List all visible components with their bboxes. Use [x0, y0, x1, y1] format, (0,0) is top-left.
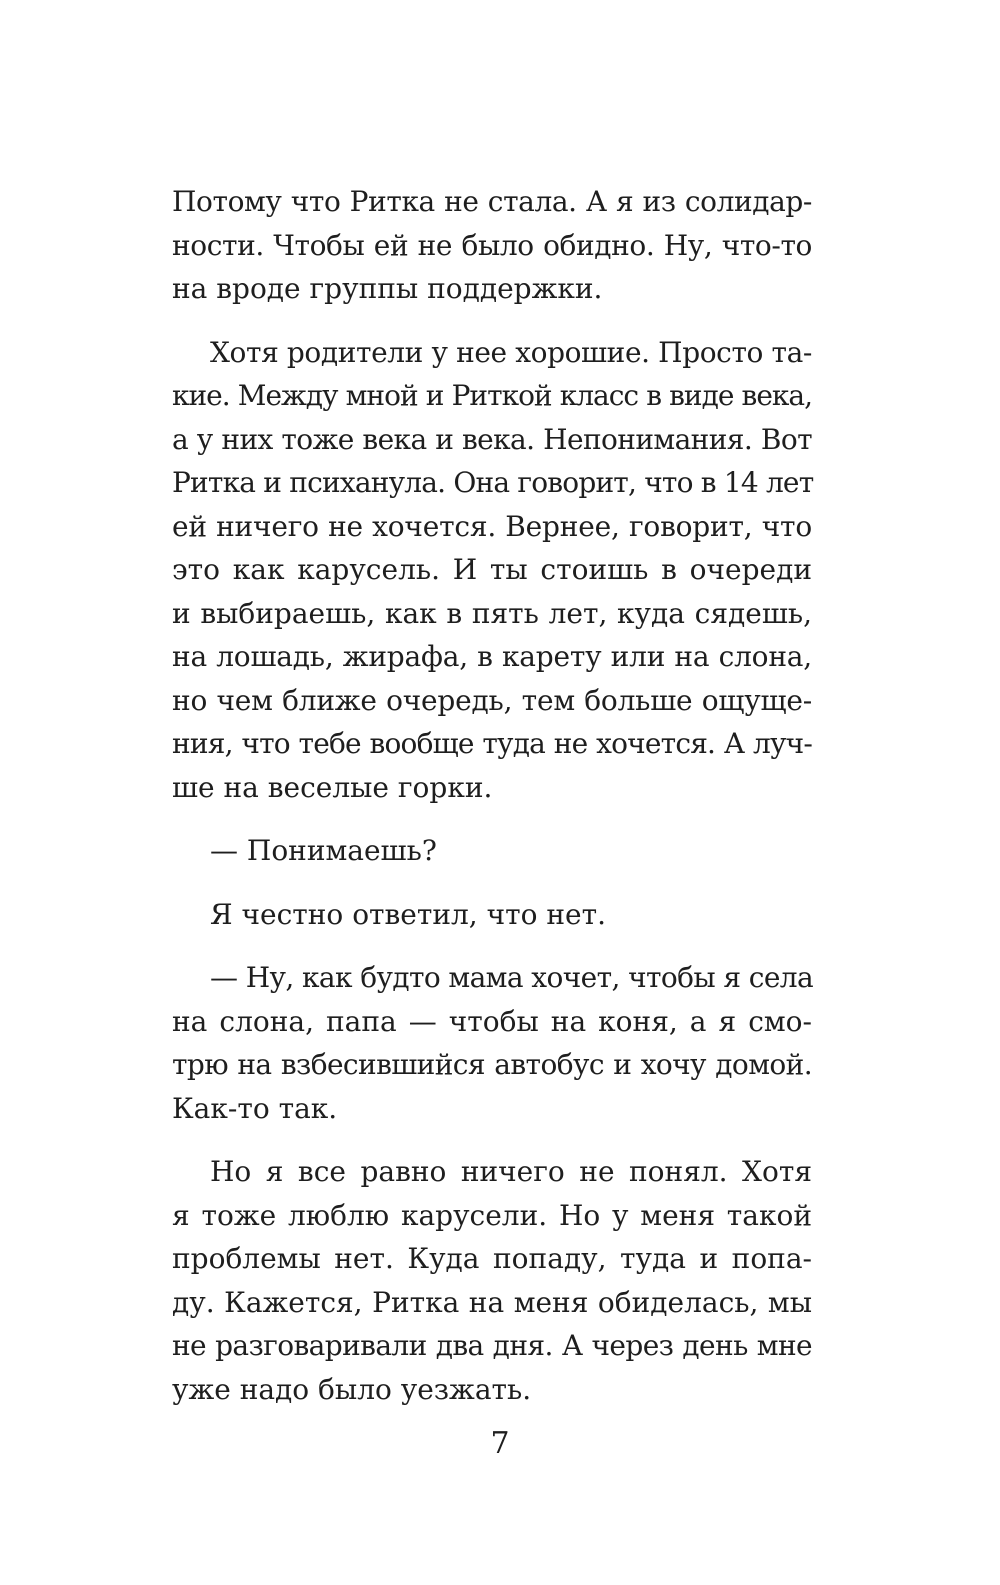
text-line: ей ничего не хочется. Вернее, говорит, что	[172, 509, 812, 543]
text-line: и выбираешь, как в пять лет, куда сядешь,	[172, 596, 812, 630]
paragraph	[172, 956, 812, 1130]
text-line: уже надо было уезжать.	[172, 1372, 532, 1406]
text-line: трю на взбесившийся автобус и хочу домой.	[172, 1048, 812, 1081]
text-line: — Ну, как будто мама хочет, чтобы я села	[210, 961, 814, 994]
paragraph	[172, 331, 812, 810]
text-line: ния, что тебе вообще туда не хочется. А луч-	[172, 727, 812, 760]
text-line: Потому что Ритка не стала. А я из солидар-	[172, 185, 812, 218]
text-line: Ритка и психанула. Она говорит, что в 14 лет	[172, 466, 814, 499]
text-line: это как карусель. И ты стоишь в очереди	[172, 553, 812, 586]
text-line: кие. Между мной и Риткой класс в виде века,	[172, 379, 812, 412]
text-line: Хотя родители у нее хорошие. Просто та-	[210, 335, 812, 369]
text-line: Но я все равно ничего не понял. Хотя	[210, 1155, 812, 1188]
paragraph	[172, 1150, 812, 1411]
text-line: ду. Кажется, Ритка на меня обиделась, мы	[172, 1285, 812, 1319]
text-line: не разговаривали два дня. А через день мне	[172, 1329, 812, 1362]
text-line: я тоже люблю карусели. Но у меня такой	[172, 1198, 812, 1232]
text-line: проблемы нет. Куда попаду, туда и попа-	[172, 1242, 812, 1275]
text-line: на вроде группы поддержки.	[172, 272, 603, 305]
text-line: — Понимаешь?	[210, 834, 437, 867]
text-line: на слона, папа — чтобы на коня, а я смо-	[172, 1004, 812, 1038]
text-line: но чем ближе очередь, тем больше ощуще-	[172, 683, 812, 717]
body-text	[172, 180, 812, 1411]
text-line: Я честно ответил, что нет.	[210, 897, 606, 931]
text-line: ше на веселые горки.	[172, 770, 493, 804]
text-line: а у них тоже века и века. Непонимания. Вот	[172, 422, 812, 456]
text-line: на лошадь, жирафа, в карету или на слона,	[172, 640, 812, 673]
text-line: Как-то так.	[172, 1091, 338, 1125]
text-line: ности. Чтобы ей не было обидно. Ну, что-то	[172, 228, 812, 262]
page-number: 7	[490, 1426, 510, 1461]
paragraph	[172, 180, 812, 311]
paragraph	[172, 829, 812, 873]
paragraph	[172, 893, 812, 937]
